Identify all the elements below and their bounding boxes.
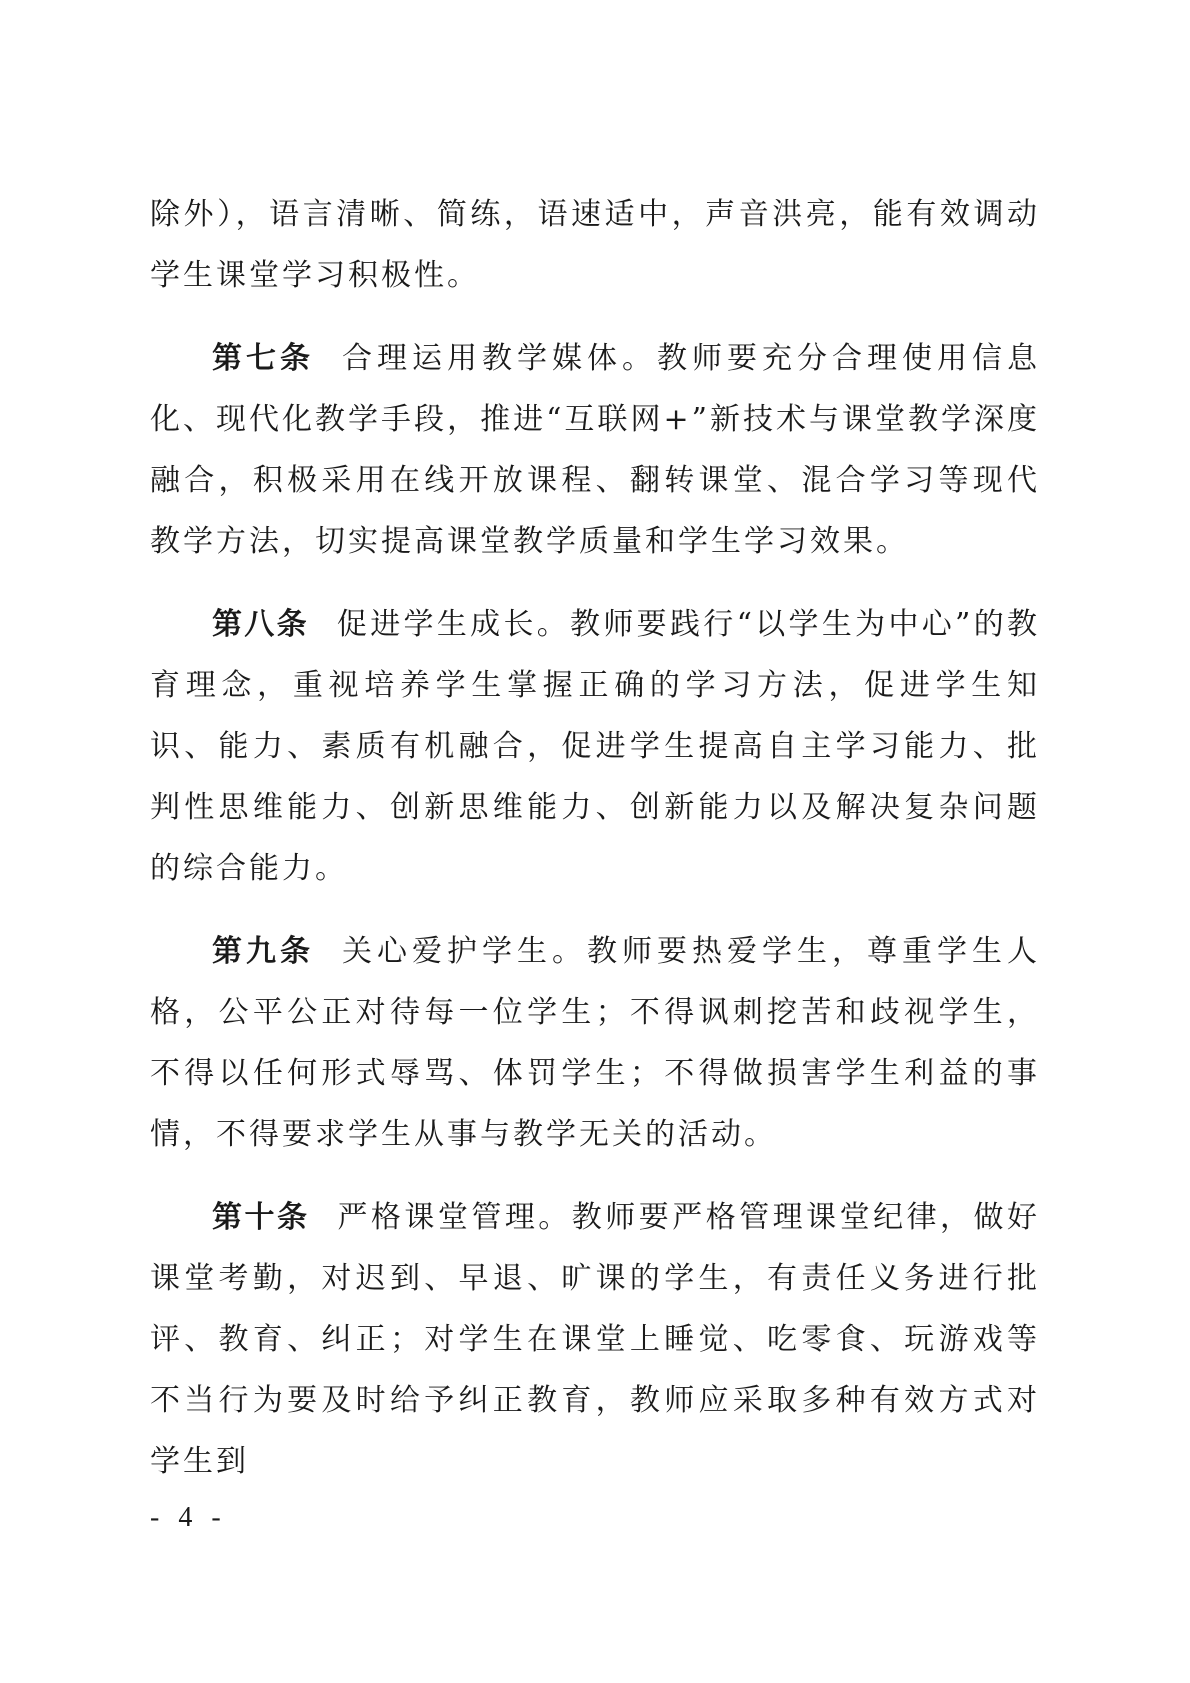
paragraph-article-10 [150,1187,1040,1492]
article-number: 第八条 [212,607,309,642]
paragraph-text: 严格课堂管理。教师要严格管理课堂纪律，做好课堂考勤，对迟到、早退、旷课的学生，有责任义务进行批评、教育、纠正；对学生在课堂上睡觉、吃零食、玩游戏等不当行为要及时给予纠正教育，教师应采取多种有效方式对学生到 [150,1200,1041,1479]
paragraph-article-9 [150,921,1040,1165]
paragraph-text: 除外），语言清晰、简练，语速适中，声音洪亮，能有效调动学生课堂学习积极性。 [150,197,1040,293]
paragraph-article-8 [150,594,1040,899]
article-number: 第十条 [212,1200,310,1235]
paragraph-article-7 [150,328,1040,572]
paragraph-text: 关心爱护学生。教师要热爱学生，尊重学生人格，公平公正对待每一位学生；不得讽刺挖苦和歧视学生，不得以任何形式辱骂、体罚学生；不得做损害学生利益的事情，不得要求学生从事与教学无关的活动。 [150,934,1040,1152]
document-body [150,184,1040,1514]
paragraph-continuation [150,184,1040,306]
paragraph-text: 合理运用教学媒体。教师要充分合理使用信息化、现代化教学手段，推进“互联网+”新技术与课堂教学深度融合，积极采用在线开放课程、翻转课堂、混合学习等现代教学方法，切实提高课堂教学质量和学生学习效果。 [150,341,1040,559]
article-number: 第九条 [212,934,314,969]
article-number: 第七条 [212,341,314,376]
page-number: - 4 - [150,1502,227,1533]
paragraph-text: 促进学生成长。教师要践行“以学生为中心”的教育理念，重视培养学生掌握正确的学习方法，促进学生知识、能力、素质有机融合，促进学生提高自主学习能力、批判性思维能力、创新思维能力、创新能力以及解决复杂问题的综合能力。 [150,607,1040,886]
